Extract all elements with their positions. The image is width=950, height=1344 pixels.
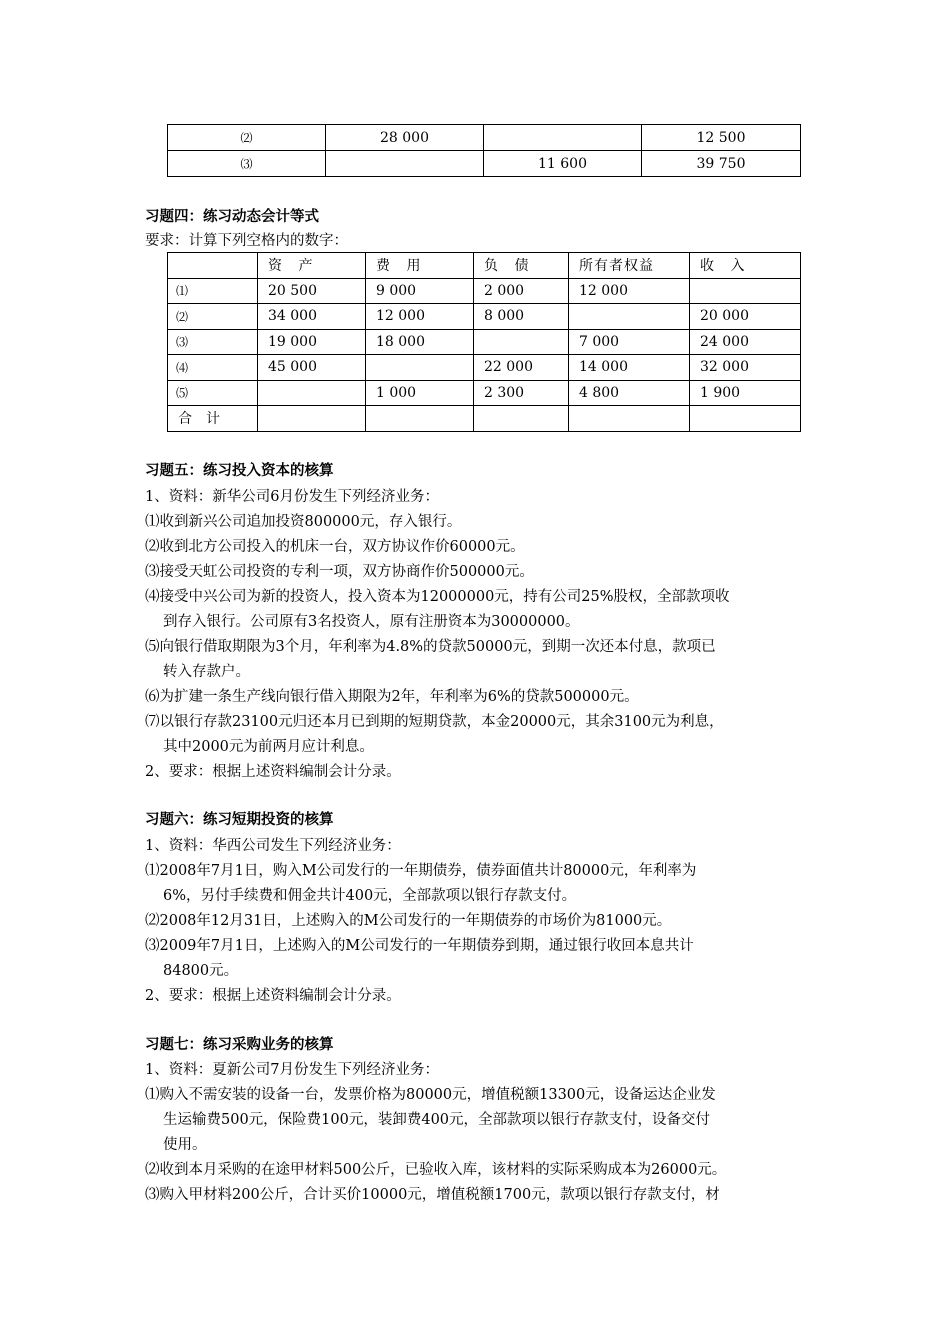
text-line: 1、资料：华西公司发生下列经济业务： (145, 838, 401, 854)
table-total-row (168, 406, 801, 432)
table-cell (326, 151, 484, 177)
table-cell: 32 000 (690, 355, 801, 381)
table-cell: 11 600 (484, 151, 642, 177)
text-line: ⑷接受中兴公司为新的投资人，投入资本为12000000元，持有公司25%股权，全部款项收 (145, 589, 730, 605)
table-cell (366, 355, 474, 381)
ex4-heading: 习题四：练习动态会计等式 (145, 208, 319, 225)
table-cell: 39 750 (642, 151, 801, 177)
ex4-requirement: 要求：计算下列空格内的数字： (145, 233, 348, 249)
text-line: ⑶购入甲材料200公斤，合计买价10000元，增值税额1700元，款项以银行存款支付，材 (145, 1187, 720, 1203)
table-cell: ⑷ (168, 355, 258, 381)
table-cell: 7 000 (569, 329, 690, 355)
table-cell (690, 406, 801, 432)
table-row (168, 151, 801, 177)
text-line: 生运输费500元，保险费100元，装卸费400元，全部款项以银行存款支付，设备交付 (163, 1112, 711, 1128)
text-line: 1、资料：夏新公司7月份发生下列经济业务： (145, 1062, 439, 1078)
table-cell: 24 000 (690, 329, 801, 355)
table-cell: ⑶ (168, 151, 326, 177)
table-row (168, 380, 801, 406)
table-cell: 1 000 (366, 380, 474, 406)
table-cell: 45 000 (258, 355, 366, 381)
text-line: ⑶接受天虹公司投资的专利一项，双方协商作价500000元。 (145, 564, 534, 580)
table-cell: 9 000 (366, 278, 474, 304)
table-cell (569, 406, 690, 432)
text-line: ⑺以银行存款23100元归还本月已到期的短期贷款，本金20000元，其余3100元为利息， (145, 714, 724, 730)
equation-table (167, 252, 801, 432)
table-cell (690, 278, 801, 304)
table-cell (484, 125, 642, 151)
table-cell: 20 500 (258, 278, 366, 304)
table-cell: ⑵ (168, 304, 258, 330)
table-cell: 12 000 (366, 304, 474, 330)
table-row (168, 355, 801, 381)
table-cell: 14 000 (569, 355, 690, 381)
table-row (168, 304, 801, 330)
ex5-heading: 习题五：练习投入资本的核算 (145, 462, 334, 479)
table-header-cell (168, 253, 258, 279)
table-cell: ⑸ (168, 380, 258, 406)
text-line: 2、要求：根据上述资料编制会计分录。 (145, 988, 401, 1004)
table-cell: 12 500 (642, 125, 801, 151)
table-cell: 12 000 (569, 278, 690, 304)
table-cell (366, 406, 474, 432)
text-line: ⑴收到新兴公司追加投资800000元，存入银行。 (145, 514, 462, 530)
table-cell: ⑴ (168, 278, 258, 304)
text-line: 84800元。 (163, 963, 239, 979)
text-line: 转入存款户。 (163, 664, 250, 680)
table-cell (258, 380, 366, 406)
table-cell: ⑶ (168, 329, 258, 355)
text-line: ⑴购入不需安装的设备一台，发票价格为80000元，增值税额13300元，设备运达企业发 (145, 1087, 716, 1103)
text-line: ⑵2008年12月31日，上述购入的M公司发行的一年期债券的市场价为81000元。 (145, 913, 672, 929)
text-line: 其中2000元为前两月应计利息。 (163, 739, 374, 755)
table-cell: 2 000 (474, 278, 569, 304)
table-header-cell: 负 债 (474, 253, 569, 279)
table-header-cell: 所有者权益 (569, 253, 690, 279)
table-cell (569, 304, 690, 330)
table-cell: 8 000 (474, 304, 569, 330)
top-table (167, 124, 801, 177)
table-cell (474, 406, 569, 432)
text-line: ⑶2009年7月1日，上述购入的M公司发行的一年期债券到期，通过银行收回本息共计 (145, 938, 694, 954)
text-line: ⑵收到北方公司投入的机床一台，双方协议作价60000元。 (145, 539, 525, 555)
table-cell: 2 300 (474, 380, 569, 406)
table-row (168, 278, 801, 304)
table-cell: 20 000 (690, 304, 801, 330)
table-cell (258, 406, 366, 432)
text-line: 使用。 (163, 1137, 207, 1153)
table-row (168, 125, 801, 151)
text-line: ⑸向银行借取期限为3个月，年利率为4.8%的贷款50000元，到期一次还本付息，款项已 (145, 639, 716, 655)
table-cell: ⑵ (168, 125, 326, 151)
table-cell: 28 000 (326, 125, 484, 151)
table-header-cell: 收 入 (690, 253, 801, 279)
text-line: ⑴2008年7月1日，购入M公司发行的一年期债券，债券面值共计80000元，年利率为 (145, 863, 697, 879)
table-cell (474, 329, 569, 355)
table-header-cell: 费 用 (366, 253, 474, 279)
table-header-row (168, 253, 801, 279)
text-line: ⑹为扩建一条生产线向银行借入期限为2年，年利率为6%的贷款500000元。 (145, 689, 639, 705)
table-cell: 合 计 (168, 406, 258, 432)
table-cell: 18 000 (366, 329, 474, 355)
text-line: 到存入银行。公司原有3名投资人，原有注册资本为30000000。 (163, 614, 580, 630)
text-line: 1、资料：新华公司6月份发生下列经济业务： (145, 489, 439, 505)
table-header-cell: 资 产 (258, 253, 366, 279)
table-cell: 34 000 (258, 304, 366, 330)
text-line: 6%，另付手续费和佣金共计400元，全部款项以银行存款支付。 (163, 888, 577, 904)
text-line: ⑵收到本月采购的在途甲材料500公斤，已验收入库，该材料的实际采购成本为26000元。 (145, 1162, 727, 1178)
table-cell: 19 000 (258, 329, 366, 355)
table-cell: 22 000 (474, 355, 569, 381)
text-line: 2、要求：根据上述资料编制会计分录。 (145, 764, 401, 780)
ex6-heading: 习题六：练习短期投资的核算 (145, 811, 334, 828)
table-row (168, 329, 801, 355)
ex7-heading: 习题七：练习采购业务的核算 (145, 1036, 334, 1053)
table-cell: 4 800 (569, 380, 690, 406)
table-cell: 1 900 (690, 380, 801, 406)
